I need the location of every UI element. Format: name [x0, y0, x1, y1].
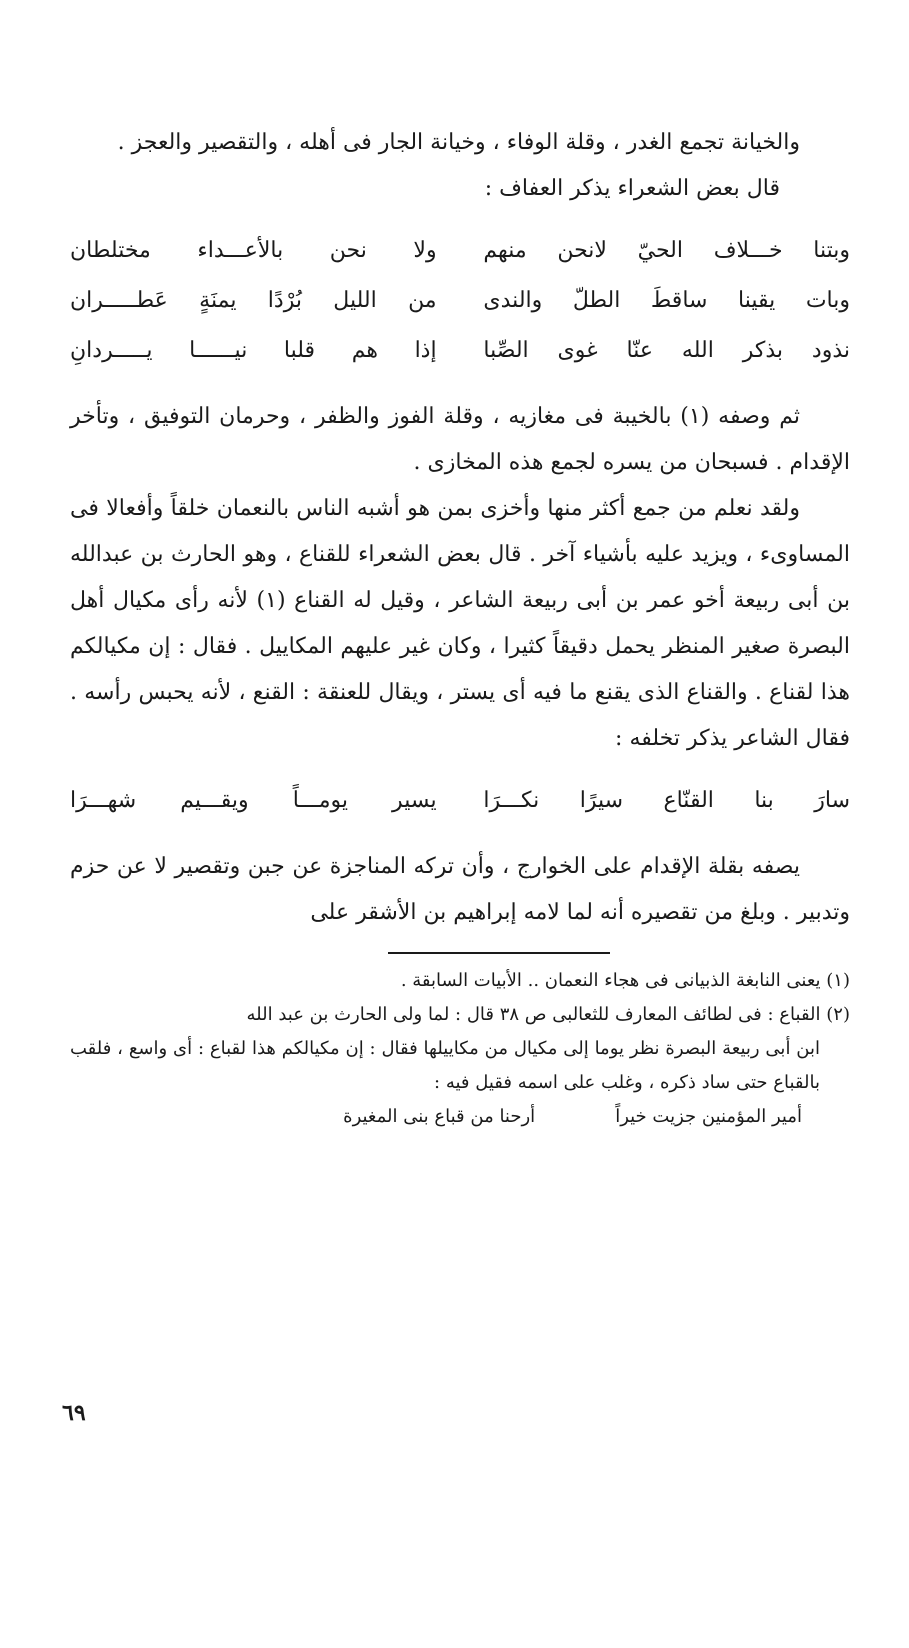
verse-second-hemistich: من الليل بُرْدًا يمنَةٍ عَطـــــران [70, 288, 437, 313]
footnote-divider [388, 952, 610, 954]
paragraph-3: ولقد نعلم من جمع أكثر منها وأخزى بمن هو أشبه الناس بالنعمان خلقاً وأفعالا فى المساوىء ، ويزيد عليه بأشياء آخر . قال بعض الشعراء للقناع ، وهو الحارث بن عبدالله بن أبى ربيعة أخو عمر بن أبى ربيعة الشاعر ، وقيل له القناع (١) لأنه رأى مكيال أهل البصرة صغير المنظر يحمل دقيقاً كثيرا ، وكان غير عليهم المكاييل . فقال : إن مكيالكم هذا لقناع . والقناع الذى يقنع ما فيه أى يستر ، ويقال للعنقة : القنع ، لأنه يحبس رأسه . فقال الشاعر يذكر تخلفه : [70, 496, 850, 751]
footnote-2-first-line: (٢) القباع : فى لطائف المعارف للثعالبى ص ٣٨ قال : لما ولى الحارث بن عبد الله [246, 1004, 850, 1025]
page-body [70, 120, 850, 1134]
verse-line [70, 326, 850, 376]
poem-1 [70, 226, 850, 376]
verse-line [70, 226, 850, 276]
poem-intro: قال بعض الشعراء يذكر العفاف : [484, 176, 780, 201]
footnote-2-continuation: ابن أبى ربيعة البصرة نظر يوما إلى مكيال من مكاييلها فقال : إن مكيالكم هذا لقباع : أى واسع ، فلقب بالقباع حتى ساد ذكره ، وغلب على اسمه فقيل فيه : [70, 1038, 820, 1093]
paragraph-2: ثم وصفه (١) بالخيبة فى مغازيه ، وقلة الفوز والظفر ، وحرمان التوفيق ، وتأخر الإقدام . فسبحان من يسره لجمع هذه المخازى . [70, 404, 850, 475]
verse-first-hemistich: وبات يقينا ساقطَ الطلّ والندى [483, 288, 850, 313]
verse-line [70, 276, 850, 326]
verse-first-hemistich: سارَ بنا القنّاع سيرًا نكـــرَا [483, 788, 850, 813]
paragraph-4: يصفه بقلة الإقدام على الخوارج ، وأن تركه المناجزة عن جبن وتقصير لا عن حزم وتدبير . وبلغ من تقصيره أنه لما لامه إبراهيم بن الأشقر على [70, 854, 850, 925]
verse-first-hemistich: وبتنا خـــلاف الحيّ لانحن منهم [483, 238, 850, 263]
verse-first-hemistich: نذود بذكر الله عنّا غوى الصِّبا [483, 338, 850, 363]
verse-second-hemistich: إذا هم قلبا نيــــــا يـــــردانِ [70, 338, 437, 363]
verse-second-hemistich: أرحنا من قباع بنى المغيرة [343, 1106, 536, 1127]
footnote-2 [70, 998, 850, 1100]
verse-second-hemistich: يسير يومـــاً ويقـــيم شهـــرَا [70, 788, 437, 813]
footnotes [70, 964, 850, 1134]
poem-2 [70, 776, 850, 826]
footnote-verse [70, 1100, 850, 1134]
verse-second-hemistich: ولا نحن بالأعـــداء مختلطان [70, 238, 437, 263]
page-number: ٦٩ [62, 1400, 86, 1426]
footnote-1: (١) يعنى النابغة الذبيانى فى هجاء النعمان .. الأبيات السابقة . [400, 970, 850, 991]
verse-first-hemistich: أمير المؤمنين جزيت خيراً [615, 1106, 802, 1127]
paragraph-1: والخيانة تجمع الغدر ، وقلة الوفاء ، وخيانة الجار فى أهله ، والتقصير والعجز . [117, 130, 800, 155]
